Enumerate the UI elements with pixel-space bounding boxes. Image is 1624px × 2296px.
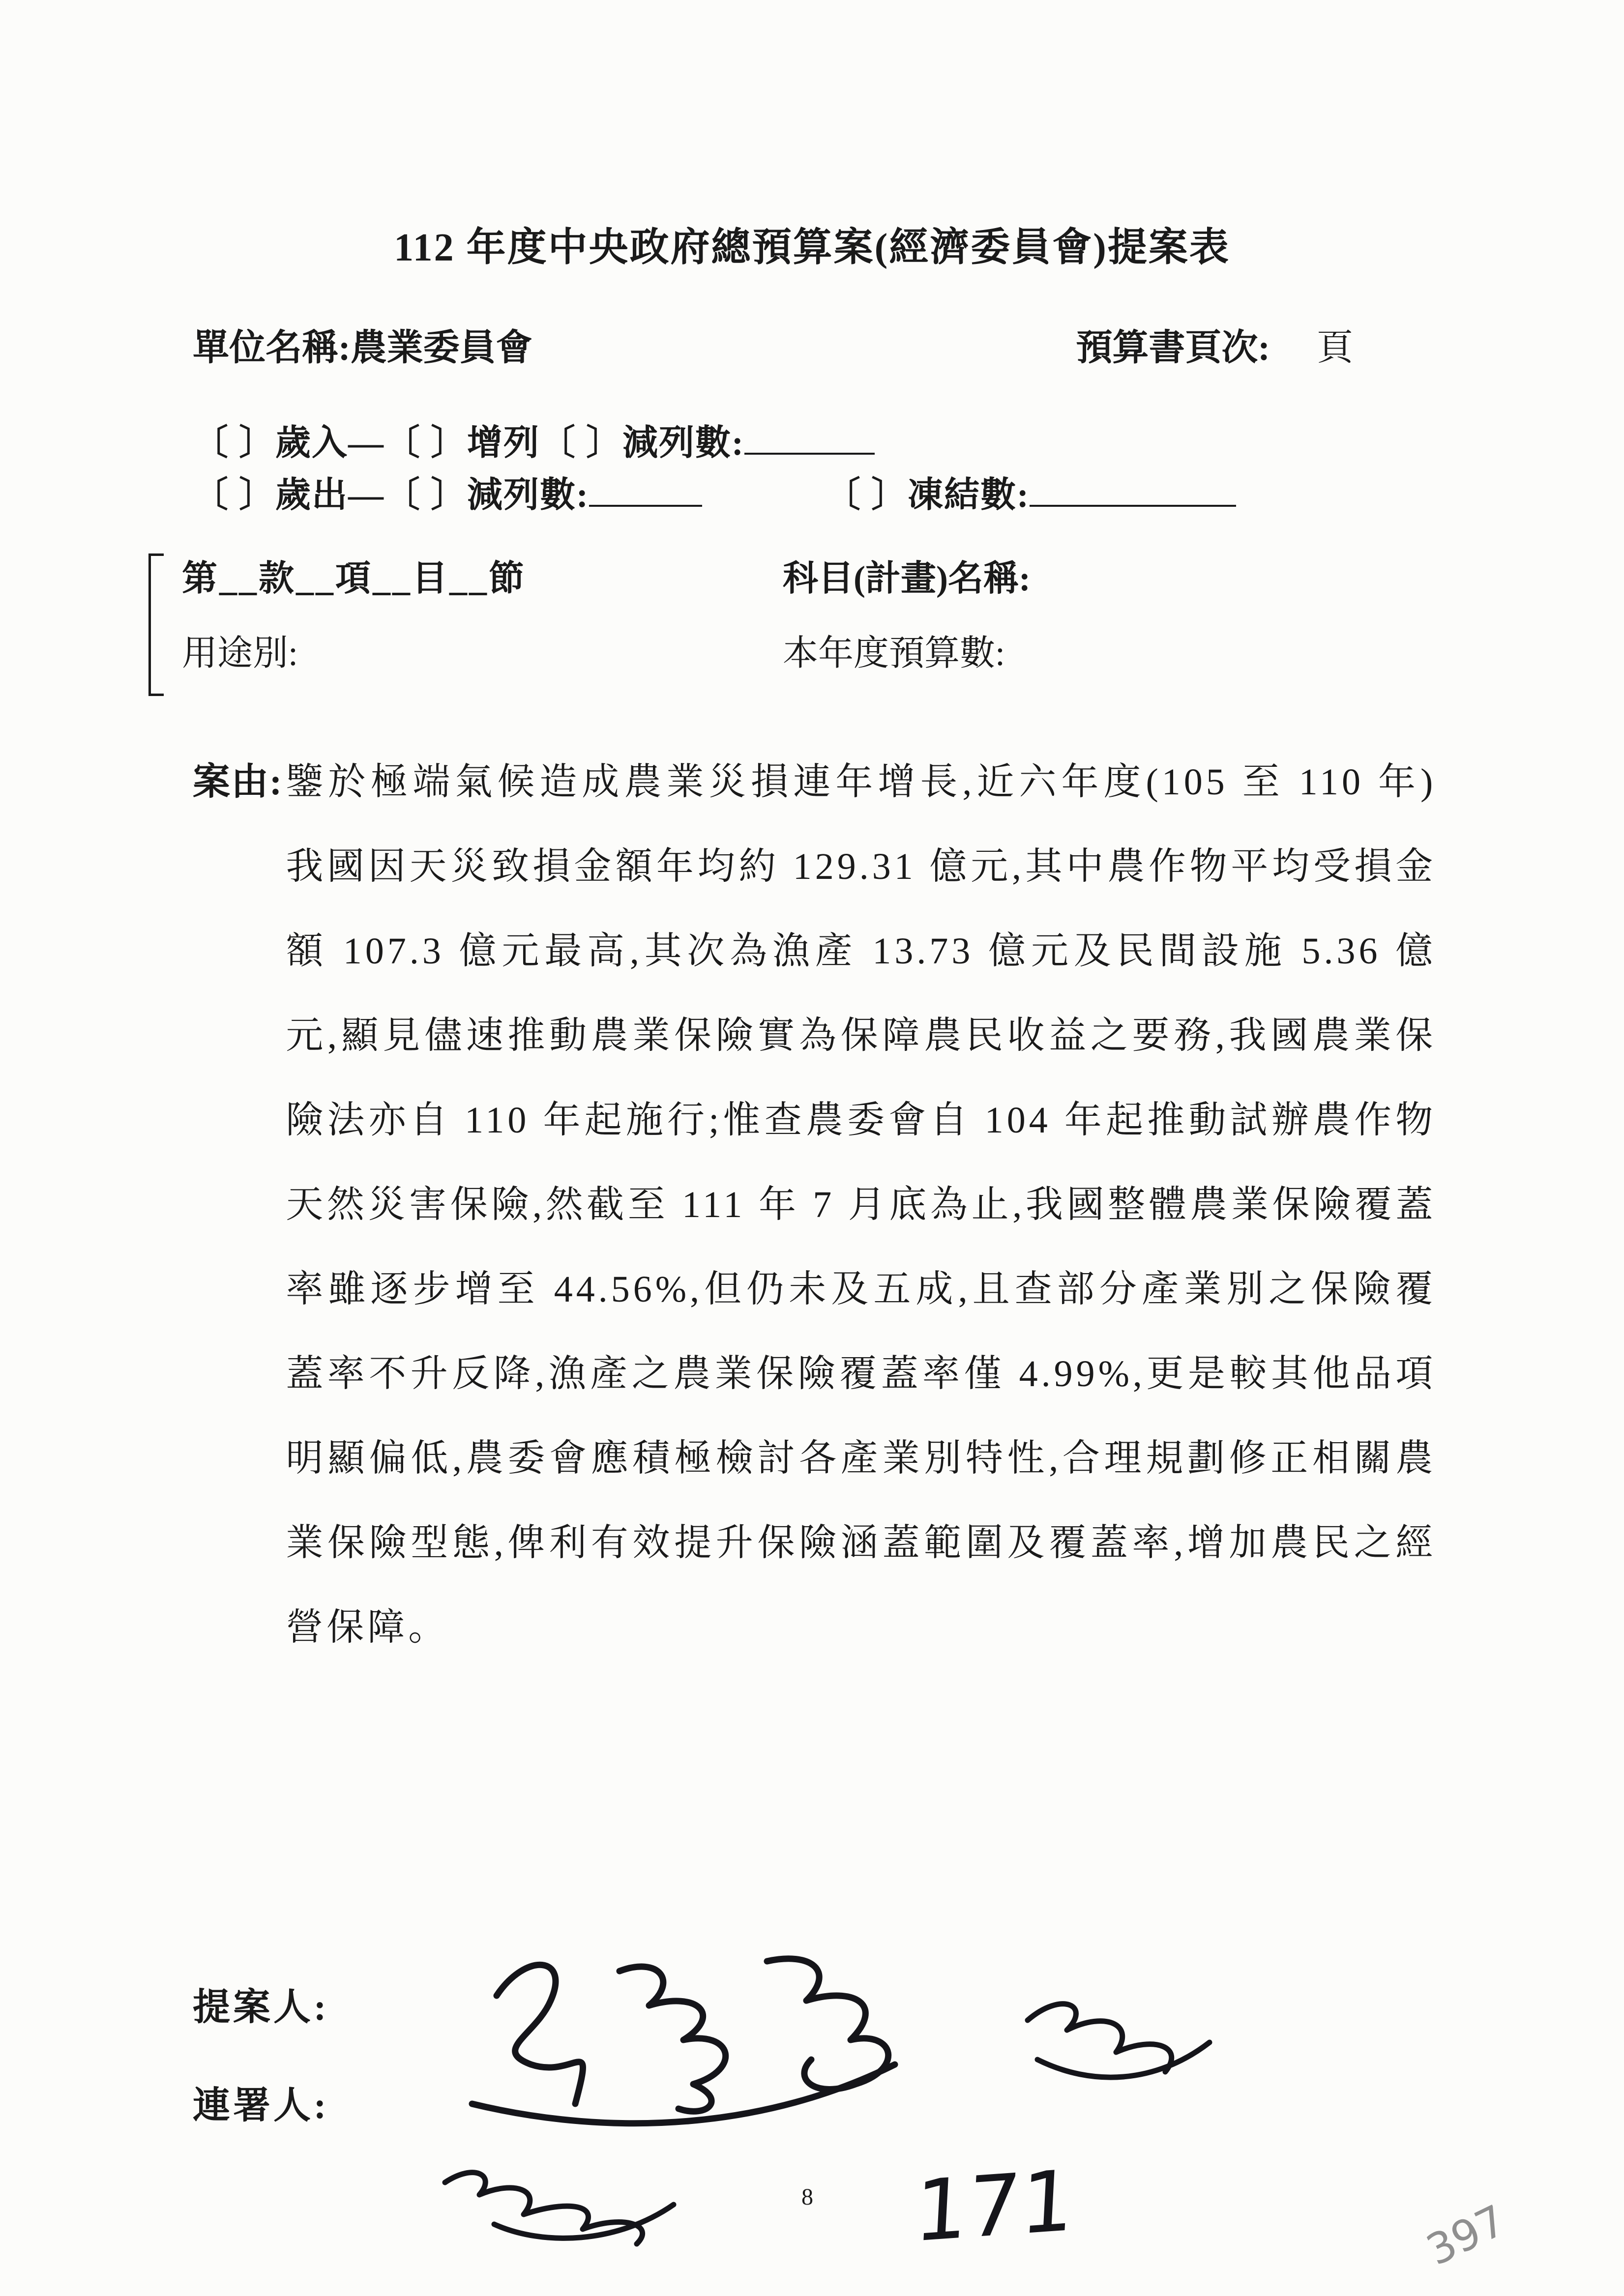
case-label: 案由: [193,761,283,803]
blank-underline [589,469,702,507]
budget-levels-label: 第__款__項__目__節 [182,559,527,598]
unit-name-value: 農業委員會 [350,328,532,368]
blank-underline [744,417,875,455]
proposer-label: 提案人: [193,1987,329,2028]
budget-page-group [1076,319,1353,371]
revenue-adjust-row [193,414,875,465]
handwritten-corner-number: 397 [1419,2196,1513,2275]
freeze-amount-text: 〔 〕凍結數: [825,475,1030,515]
revenue-adjust-text: 〔 〕歲入—〔 〕增列〔 〕減列數: [193,423,744,463]
usage-type-label: 用途別: [182,634,298,673]
section-bracket [148,553,164,696]
budget-page-value: 頁 [1317,328,1353,368]
case-text: 鑒於極端氣候造成農業災損連年增長,近六年度(105 至 110 年) 我國因天災致損金額年均約 129.31 億元,其中農作物平均受損金額 107.3 億元最高,其次為漁產 13.73 億元及民間設施 5.36 億元,顯見儘速推動農業保險實為保障農民收益之要務,我國農業保險法亦自 110 年起施行;惟查農委會自 104 年起推動試辦農作物天然災害保險,然截至 111 年 7 月底為止,我國整體農業保險覆蓋率雖逐步增至 44.56%,但仍未及五成,且查部分產業別之保險覆蓋率不升反降,漁產之農業保險覆蓋率僅 4.99%,更是較其他品項明顯偏低,農委會應積極檢討各產業別特性,合理規劃修正相關農業保險型態,俾利有效提升保險涵蓋範圍及覆蓋率,增加農民之經營保障。 [286,761,1437,1648]
page-title: 112 年度中央政府總預算案(經濟委員會)提案表 [394,226,1230,269]
unit-row [193,319,1353,371]
subject-name-label: 科目(計畫)名稱: [783,559,1031,598]
case-section [193,740,1481,1670]
signature-cosigner-right [1028,2004,1210,2077]
handwritten-page-number: 171 [912,2152,1077,2261]
unit-name [193,319,532,371]
printed-page-number: 8 [801,2184,813,2210]
cosigner-label: 連署人: [193,2085,329,2126]
expenditure-adjust-text: 〔 〕歲出—〔 〕減列數: [193,475,589,515]
expenditure-adjust-row [193,466,1236,517]
current-year-budget-label: 本年度預算數: [783,634,1005,673]
subject-section [148,550,1471,702]
signature-cosigner-lower [445,2173,674,2244]
signature-proposer [472,1959,895,2123]
blank-underline [1030,469,1236,507]
budget-page-label: 預算書頁次: [1076,328,1270,368]
unit-name-label: 單位名稱: [193,328,351,368]
